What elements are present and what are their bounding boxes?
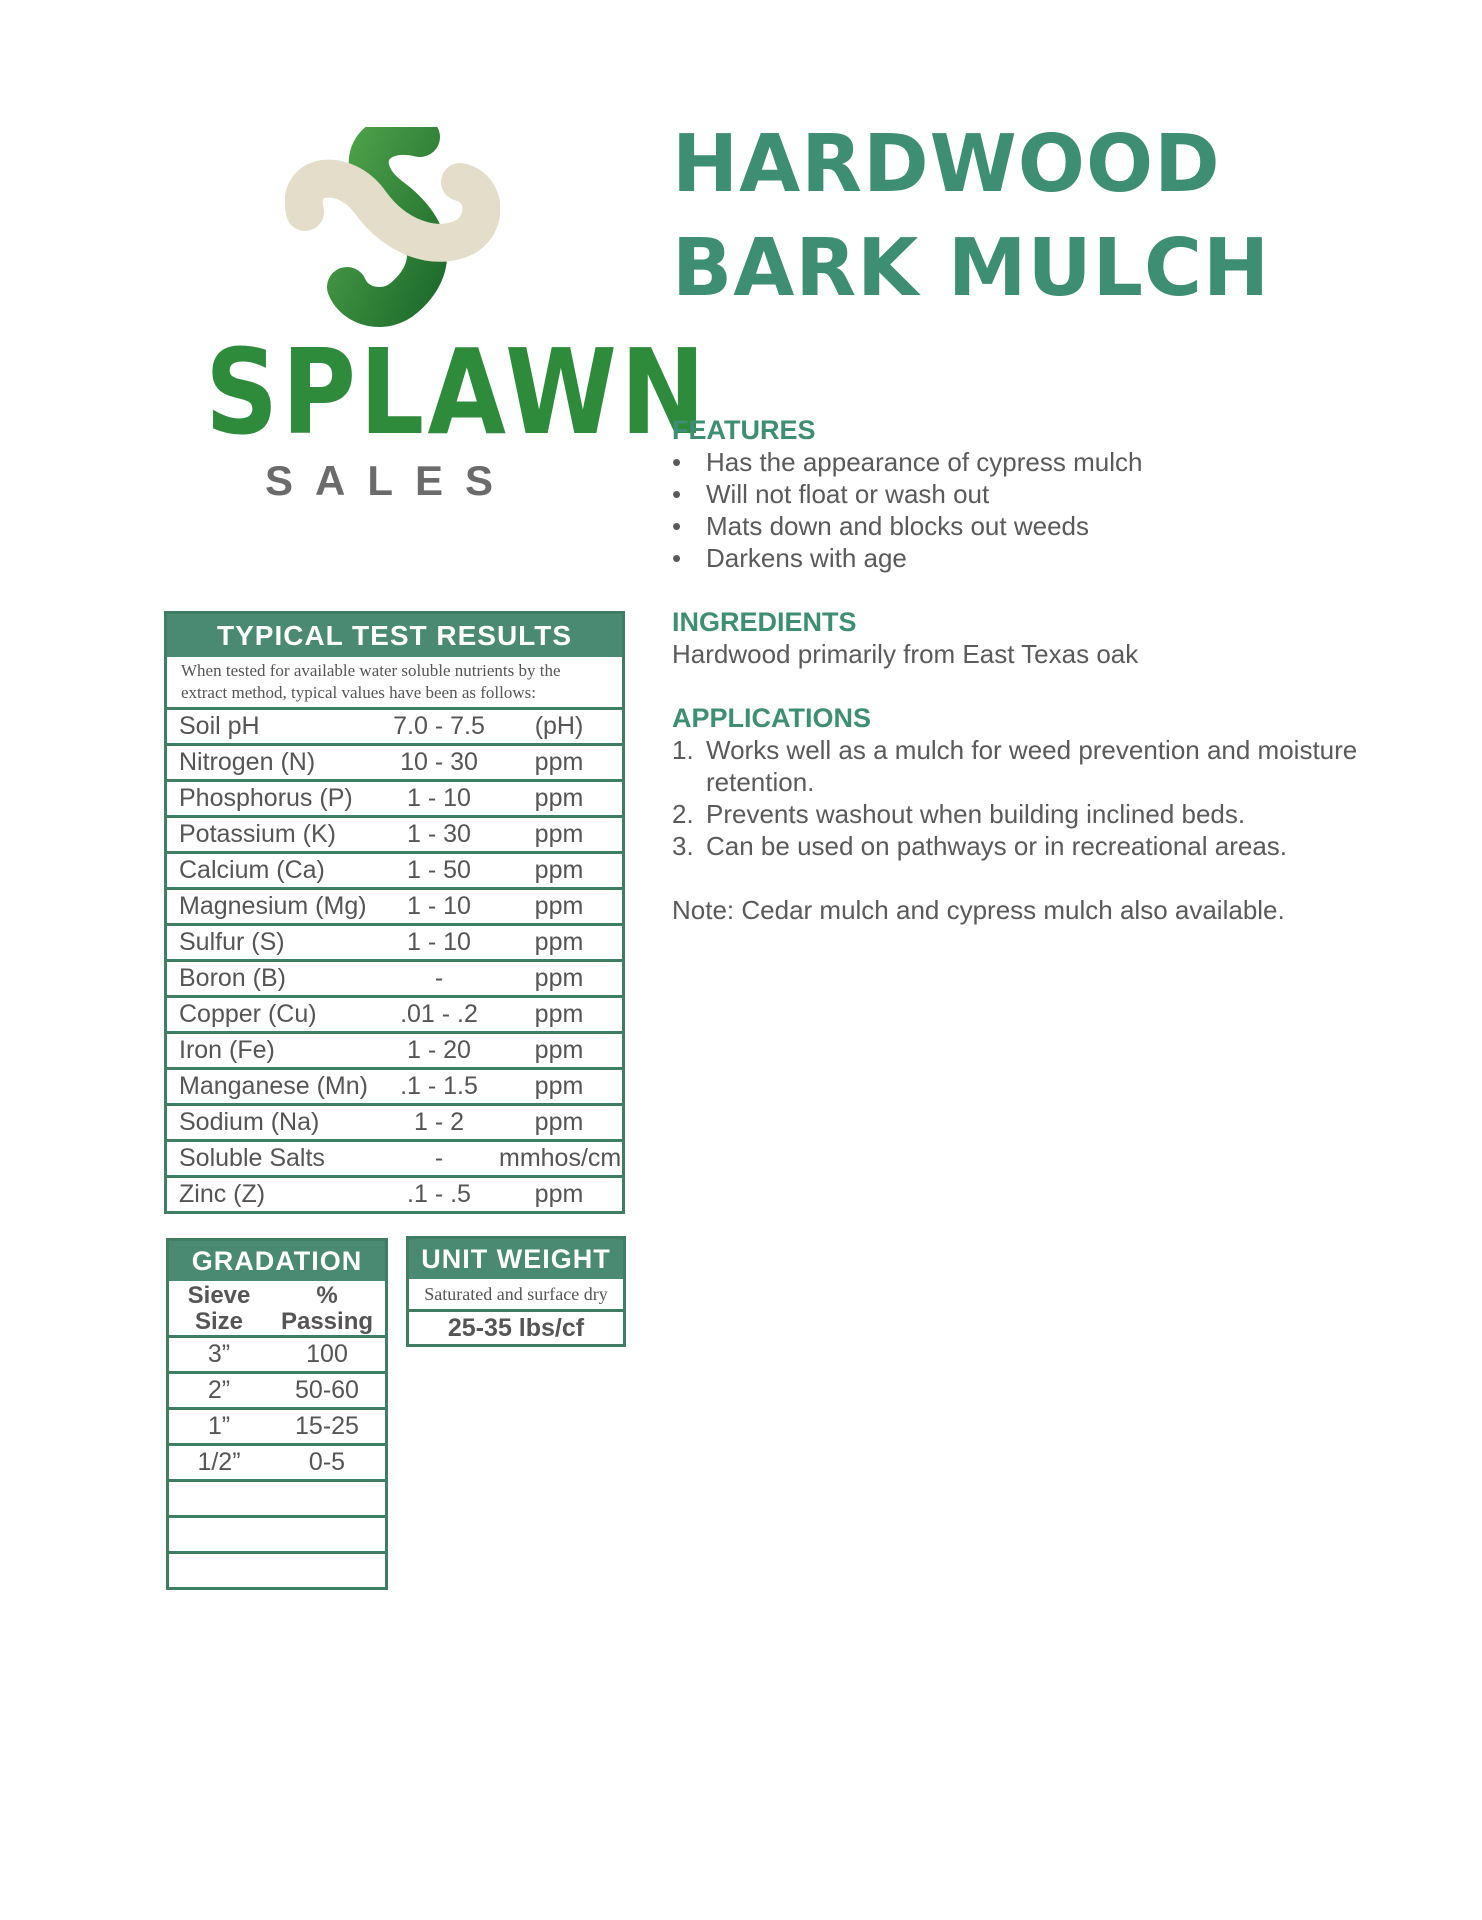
item-text: Can be used on pathways or in recreational areas. — [706, 831, 1288, 861]
sieve-size: 1/2” — [197, 1448, 241, 1476]
nutrient-value: 7.0 - 7.5 — [393, 712, 485, 740]
nutrient-name: Copper (Cu) — [179, 1000, 317, 1028]
test-results-intro: When tested for available water soluble nutrients by the extract method, typical values have been as follows: — [167, 657, 622, 710]
sieve-size: 3” — [207, 1340, 231, 1368]
nutrient-unit: ppm — [534, 964, 584, 992]
table-row — [167, 815, 622, 851]
nutrient-unit: ppm — [534, 1072, 584, 1100]
nutrient-name: Iron (Fe) — [179, 1036, 275, 1064]
nutrient-name: Magnesium (Mg) — [179, 892, 367, 920]
sieve-size-header — [169, 1283, 269, 1335]
nutrient-unit: (pH) — [534, 712, 584, 740]
nutrient-value: 1 - 10 — [407, 928, 471, 956]
nutrient-unit: ppm — [534, 784, 584, 812]
header-line: Size — [194, 1308, 244, 1335]
nutrient-name: Phosphorus (P) — [179, 784, 353, 812]
nutrient-name: Sodium (Na) — [179, 1108, 320, 1136]
item-text: Prevents washout when building inclined beds. — [706, 799, 1246, 829]
percent-passing: 50-60 — [295, 1376, 359, 1404]
table-row — [167, 851, 622, 887]
table-row — [167, 710, 622, 743]
nutrient-name: Calcium (Ca) — [179, 856, 325, 884]
gradation-table — [166, 1238, 388, 1590]
table-row — [169, 1338, 385, 1371]
percent-passing: 100 — [306, 1340, 348, 1368]
nutrient-name: Soluble Salts — [179, 1144, 325, 1172]
nutrient-unit: ppm — [534, 892, 584, 920]
nutrient-value: .1 - .5 — [407, 1180, 471, 1208]
table-row — [169, 1443, 385, 1479]
item-number: 3. — [672, 831, 694, 861]
nutrient-value: 1 - 10 — [407, 892, 471, 920]
passing-header — [269, 1283, 385, 1335]
table-row — [167, 1139, 622, 1175]
title-line-2: BARK MULCH — [672, 222, 1271, 314]
sieve-size — [169, 1554, 269, 1587]
list-item — [672, 798, 1412, 830]
brand-name: SPLAWN — [205, 323, 709, 461]
list-item: • Mats down and blocks out weeds — [672, 510, 1372, 542]
table-row — [169, 1551, 385, 1587]
nutrient-unit: ppm — [534, 1180, 584, 1208]
test-results-rows — [167, 710, 622, 1211]
applications-heading: APPLICATIONS — [672, 703, 872, 733]
list-item: • Has the appearance of cypress mulch — [672, 446, 1372, 478]
nutrient-name: Sulfur (S) — [179, 928, 285, 956]
table-row — [167, 1031, 622, 1067]
page-title — [672, 112, 1270, 320]
nutrient-value: 1 - 10 — [407, 784, 471, 812]
percent-passing — [269, 1554, 385, 1587]
unit-weight-table — [406, 1236, 626, 1347]
header-line: Passing — [280, 1308, 374, 1335]
table-row — [167, 959, 622, 995]
table-row — [167, 887, 622, 923]
table-row — [169, 1371, 385, 1407]
nutrient-name: Nitrogen (N) — [179, 748, 316, 776]
header-line: % — [316, 1282, 338, 1309]
nutrient-value: - — [434, 964, 444, 992]
title-line-1: HARDWOOD — [672, 118, 1221, 210]
percent-passing — [269, 1518, 385, 1551]
nutrient-value: .01 - .2 — [400, 1000, 478, 1028]
unit-weight-description: Saturated and surface dry — [409, 1279, 623, 1312]
unit-weight-heading: UNIT WEIGHT — [409, 1239, 623, 1279]
table-row — [167, 779, 622, 815]
table-row — [167, 1103, 622, 1139]
nutrient-unit: mmhos/cm — [499, 1144, 622, 1172]
sieve-size: 2” — [207, 1376, 231, 1404]
nutrient-unit: ppm — [534, 928, 584, 956]
percent-passing: 0-5 — [308, 1448, 346, 1476]
nutrient-unit: ppm — [534, 748, 584, 776]
percent-passing — [269, 1482, 385, 1515]
list-item: • Will not float or wash out — [672, 478, 1372, 510]
nutrient-value: .1 - 1.5 — [400, 1072, 478, 1100]
brand-subtitle: SALES — [264, 457, 516, 504]
list-item: • Darkens with age — [672, 542, 1372, 574]
nutrient-value: 1 - 20 — [407, 1036, 471, 1064]
nutrient-unit: ppm — [534, 1108, 584, 1136]
table-row — [167, 995, 622, 1031]
applications-list — [672, 734, 1412, 862]
table-row — [169, 1407, 385, 1443]
sieve-size: 1” — [207, 1412, 231, 1440]
table-row — [169, 1479, 385, 1515]
nutrient-value: 1 - 50 — [407, 856, 471, 884]
nutrient-value: - — [434, 1144, 444, 1172]
item-number: 2. — [672, 799, 694, 829]
header-line: Sieve — [187, 1282, 251, 1309]
item-number: 1. — [672, 735, 694, 765]
unit-weight-value: 25-35 lbs/cf — [447, 1314, 585, 1342]
nutrient-name: Zinc (Z) — [179, 1180, 266, 1208]
nutrient-unit: ppm — [534, 1036, 584, 1064]
nutrient-name: Boron (B) — [179, 964, 286, 992]
sieve-size — [169, 1518, 269, 1551]
test-results-heading: TYPICAL TEST RESULTS — [167, 614, 622, 657]
nutrient-unit: ppm — [534, 856, 584, 884]
gradation-heading: GRADATION — [169, 1241, 385, 1281]
item-text: Works well as a mulch for weed prevention and moisture retention. — [706, 735, 1358, 797]
sieve-size — [169, 1482, 269, 1515]
note-text: Note: Cedar mulch and cypress mulch also available. — [672, 895, 1285, 925]
features-heading: FEATURES — [672, 415, 816, 445]
nutrient-value: 10 - 30 — [400, 748, 478, 776]
nutrient-value: 1 - 30 — [407, 820, 471, 848]
nutrient-unit: ppm — [534, 1000, 584, 1028]
table-row — [167, 1175, 622, 1211]
list-item — [672, 734, 1412, 798]
ingredients-text: Hardwood primarily from East Texas oak — [672, 639, 1139, 669]
nutrient-name: Soil pH — [179, 712, 260, 740]
table-row — [167, 743, 622, 779]
list-item — [672, 830, 1412, 862]
nutrient-name: Manganese (Mn) — [179, 1072, 368, 1100]
splawn-logo-icon — [285, 127, 500, 332]
nutrient-unit: ppm — [534, 820, 584, 848]
table-row — [167, 1067, 622, 1103]
test-results-table — [164, 611, 625, 1214]
percent-passing: 15-25 — [295, 1412, 359, 1440]
nutrient-name: Potassium (K) — [179, 820, 336, 848]
table-row — [169, 1515, 385, 1551]
ingredients-heading: INGREDIENTS — [672, 607, 857, 637]
table-row — [167, 923, 622, 959]
gradation-column-headers — [169, 1281, 385, 1338]
gradation-rows — [169, 1338, 385, 1587]
features-list — [672, 446, 1372, 574]
nutrient-value: 1 - 2 — [413, 1108, 465, 1136]
